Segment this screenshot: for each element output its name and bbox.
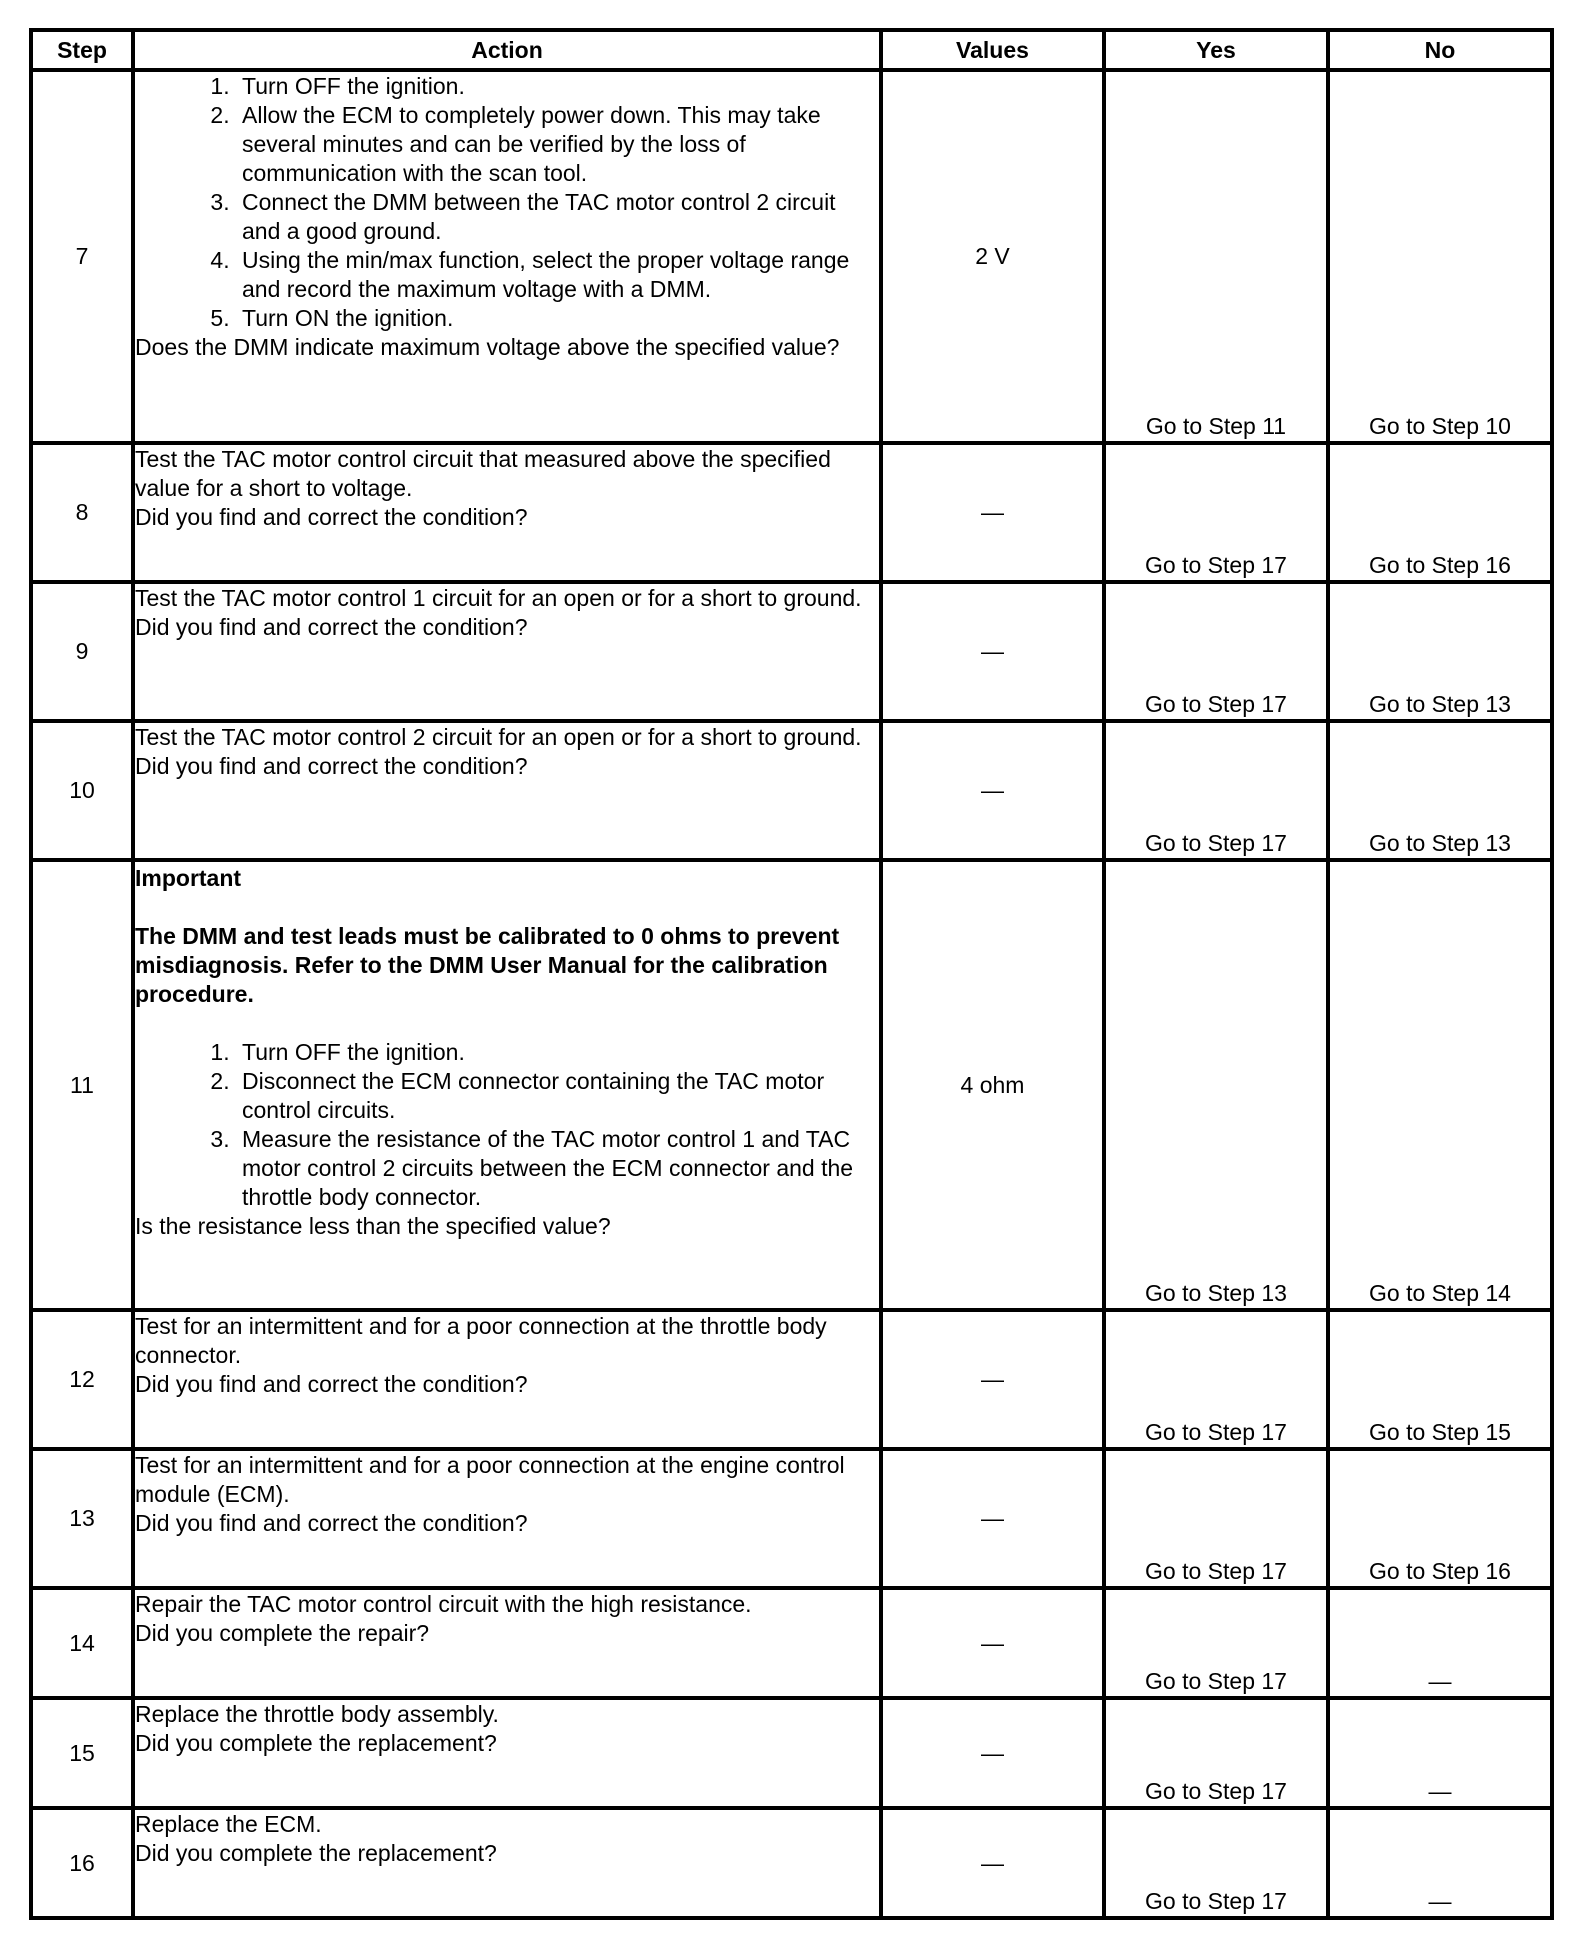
- question-text: Did you find and correct the condition?: [135, 1371, 528, 1397]
- step-number: 15: [31, 1698, 133, 1808]
- table-row: [31, 1310, 1552, 1449]
- step-number: 12: [31, 1310, 133, 1449]
- table-row: [31, 1449, 1552, 1588]
- table-row: [31, 860, 1552, 1310]
- header-values: Values: [881, 30, 1104, 70]
- question-text: Does the DMM indicate maximum voltage above the specified value?: [135, 334, 840, 360]
- value-cell: —: [881, 1449, 1104, 1588]
- action-cell: [133, 1588, 881, 1698]
- important-note: The DMM and test leads must be calibrated to 0 ohms to prevent misdiagnosis. Refer to the DMM User Manual for the calibration procedure.: [135, 923, 840, 1007]
- step-number: 16: [31, 1808, 133, 1918]
- header-row: [31, 30, 1552, 70]
- header-step: Step: [31, 30, 133, 70]
- action-cell: [133, 1698, 881, 1808]
- no-cell: Go to Step 16: [1328, 1449, 1552, 1588]
- action-text: Test the TAC motor control circuit that measured above the specified value for a short to voltage.: [135, 446, 831, 501]
- no-cell: —: [1328, 1808, 1552, 1918]
- value-cell: 2 V: [881, 70, 1104, 443]
- value-cell: —: [881, 1310, 1104, 1449]
- table-row: [31, 1808, 1552, 1918]
- header-no: No: [1328, 30, 1552, 70]
- yes-cell: Go to Step 17: [1104, 1449, 1328, 1588]
- header-yes: Yes: [1104, 30, 1328, 70]
- question-text: Is the resistance less than the specified value?: [135, 1213, 611, 1239]
- yes-cell: Go to Step 17: [1104, 1808, 1328, 1918]
- list-item: 3. Measure the resistance of the TAC motor control 1 and TAC motor control 2 circuits between the ECM connector and the throttle body connector.: [236, 1125, 879, 1212]
- procedure-list: [135, 1038, 879, 1212]
- yes-cell: Go to Step 17: [1104, 721, 1328, 860]
- no-cell: —: [1328, 1698, 1552, 1808]
- action-text: Replace the ECM.: [135, 1811, 322, 1837]
- yes-cell: Go to Step 17: [1104, 443, 1328, 582]
- value-cell: —: [881, 582, 1104, 721]
- question-text: Did you find and correct the condition?: [135, 504, 528, 530]
- no-cell: Go to Step 13: [1328, 721, 1552, 860]
- table-row: [31, 70, 1552, 443]
- list-item: 3. Connect the DMM between the TAC motor control 2 circuit and a good ground.: [236, 188, 879, 246]
- yes-cell: Go to Step 13: [1104, 860, 1328, 1310]
- value-cell: —: [881, 1588, 1104, 1698]
- action-cell: [133, 721, 881, 860]
- action-text: Replace the throttle body assembly.: [135, 1701, 499, 1727]
- list-item: 4. Using the min/max function, select the proper voltage range and record the maximum voltage with a DMM.: [236, 246, 879, 304]
- no-cell: Go to Step 15: [1328, 1310, 1552, 1449]
- step-number: 13: [31, 1449, 133, 1588]
- action-cell: [133, 70, 881, 443]
- step-number: 14: [31, 1588, 133, 1698]
- list-item: 2. Allow the ECM to completely power down. This may take several minutes and can be verified by the loss of communication with the scan tool.: [236, 101, 879, 188]
- action-text: Test for an intermittent and for a poor connection at the engine control module (ECM).: [135, 1452, 845, 1507]
- question-text: Did you complete the replacement?: [135, 1840, 497, 1866]
- list-item: 1. Turn OFF the ignition.: [236, 1038, 879, 1067]
- step-number: 11: [31, 860, 133, 1310]
- step-number: 10: [31, 721, 133, 860]
- question-text: Did you complete the replacement?: [135, 1730, 497, 1756]
- value-cell: —: [881, 1698, 1104, 1808]
- value-cell: 4 ohm: [881, 860, 1104, 1310]
- no-cell: Go to Step 16: [1328, 443, 1552, 582]
- no-cell: Go to Step 13: [1328, 582, 1552, 721]
- list-item: 2. Disconnect the ECM connector containing the TAC motor control circuits.: [236, 1067, 879, 1125]
- table-row: [31, 443, 1552, 582]
- action-cell: [133, 860, 881, 1310]
- yes-cell: Go to Step 17: [1104, 1588, 1328, 1698]
- yes-cell: Go to Step 17: [1104, 1698, 1328, 1808]
- no-cell: Go to Step 10: [1328, 70, 1552, 443]
- yes-cell: Go to Step 17: [1104, 1310, 1328, 1449]
- action-text: Repair the TAC motor control circuit with the high resistance.: [135, 1591, 752, 1617]
- action-text: Test the TAC motor control 1 circuit for an open or for a short to ground.: [135, 585, 862, 611]
- important-label: Important: [135, 865, 242, 891]
- table-row: [31, 721, 1552, 860]
- no-cell: —: [1328, 1588, 1552, 1698]
- action-text: Test the TAC motor control 2 circuit for an open or for a short to ground.: [135, 724, 862, 750]
- list-item: 5. Turn ON the ignition.: [236, 304, 879, 333]
- step-number: 8: [31, 443, 133, 582]
- header-action: Action: [133, 30, 881, 70]
- procedure-list: [135, 72, 879, 333]
- action-cell: [133, 1808, 881, 1918]
- value-cell: —: [881, 721, 1104, 860]
- step-number: 7: [31, 70, 133, 443]
- action-cell: [133, 1449, 881, 1588]
- action-text: Test for an intermittent and for a poor connection at the throttle body connector.: [135, 1313, 827, 1368]
- yes-cell: Go to Step 17: [1104, 582, 1328, 721]
- yes-cell: Go to Step 11: [1104, 70, 1328, 443]
- list-item: 1. Turn OFF the ignition.: [236, 72, 879, 101]
- value-cell: —: [881, 443, 1104, 582]
- value-cell: —: [881, 1808, 1104, 1918]
- table-row: [31, 582, 1552, 721]
- step-number: 9: [31, 582, 133, 721]
- diagnostic-table: [29, 28, 1554, 1920]
- table-row: [31, 1698, 1552, 1808]
- action-cell: [133, 443, 881, 582]
- no-cell: Go to Step 14: [1328, 860, 1552, 1310]
- question-text: Did you find and correct the condition?: [135, 614, 528, 640]
- question-text: Did you find and correct the condition?: [135, 753, 528, 779]
- question-text: Did you find and correct the condition?: [135, 1510, 528, 1536]
- action-cell: [133, 1310, 881, 1449]
- question-text: Did you complete the repair?: [135, 1620, 430, 1646]
- action-cell: [133, 582, 881, 721]
- table-row: [31, 1588, 1552, 1698]
